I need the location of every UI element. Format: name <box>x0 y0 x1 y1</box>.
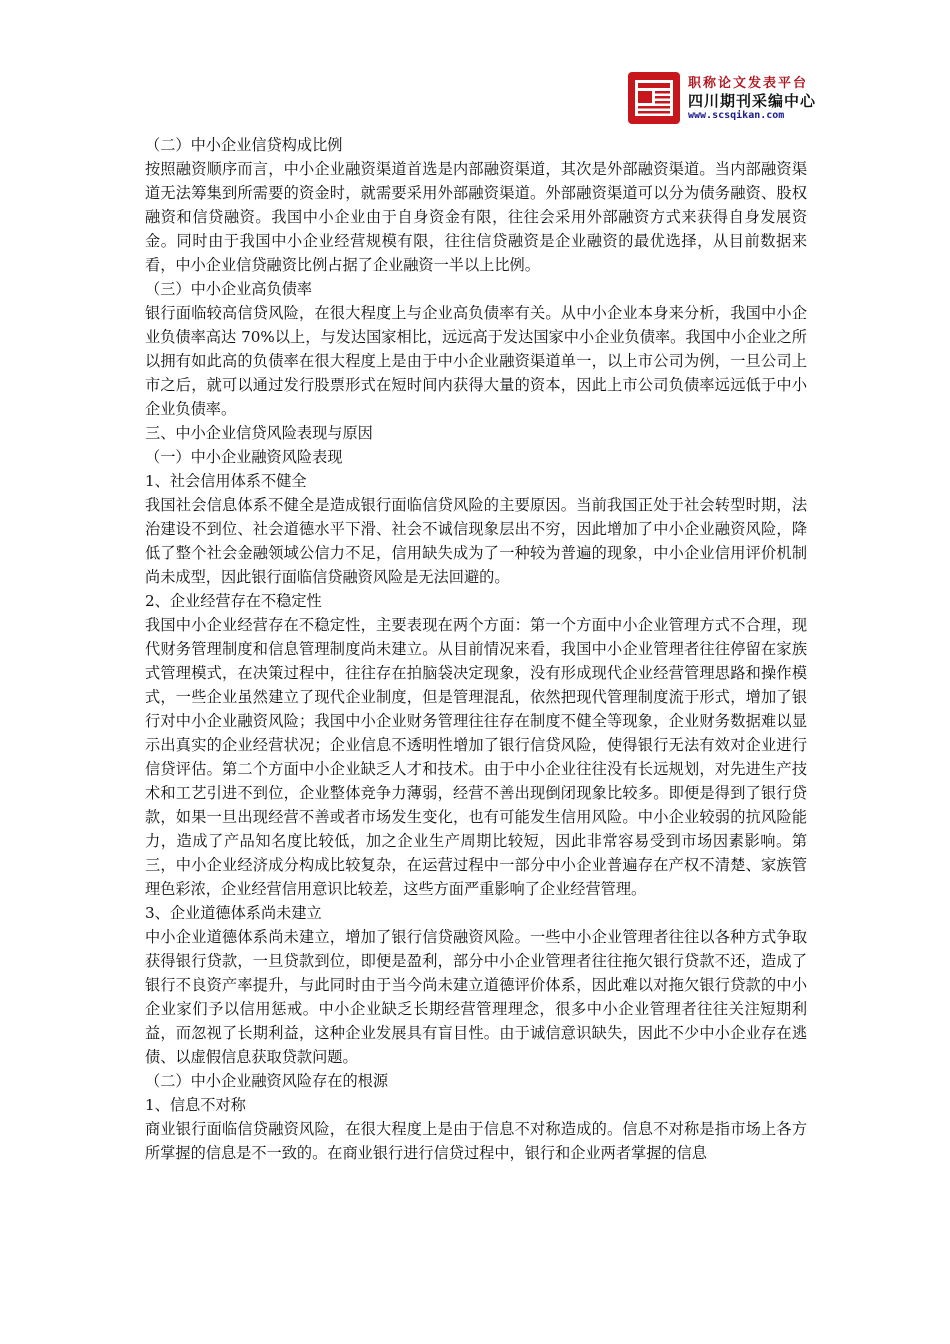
body-paragraph: 我国中小企业经营存在不稳定性，主要表现在两个方面：第一个方面中小企业管理方式不合理，现代财务管理制度和信息管理制度尚未建立。从目前情况来看，我国中小企业管理者往往停留在家族式管理模式，在决策过程中，往往存在拍脑袋决定现象，没有形成现代企业经营管理思路和操作模式，一些企业虽然建立了现代企业制度，但是管理混乱，依然把现代管理制度流于形式，增加了银行对中小企业融资风险；我国中小企业财务管理往往存在制度不健全等现象，企业财务数据难以显示出真实的企业经营状况；企业信息不透明性增加了银行信贷风险，使得银行无法有效对企业进行信贷评估。第二个方面中小企业缺乏人才和技术。由于中小企业往往没有长远规划，对先进生产技术和工艺引进不到位，企业整体竞争力薄弱，经营不善出现倒闭现象比较多。即便是得到了银行贷款，如果一旦出现经营不善或者市场发生变化，也有可能发生信用风险。中小企业较弱的抗风险能力，造成了产品知名度比较低，加之企业生产周期比较短，因此非常容易受到市场因素影响。第三，中小企业经济成分构成比较复杂，在运营过程中一部分中小企业普遍存在产权不清楚、家族管理色彩浓，企业经营信用意识比较差，这些方面严重影响了企业经营管理。 <box>145 616 807 898</box>
body-paragraph: 中小企业道德体系尚未建立，增加了银行信贷融资风险。一些中小企业管理者往往以各种方式争取获得银行贷款，一旦贷款到位，即便是盈利，部分中小企业管理者往往拖欠银行贷款不还，造成了银行不良资产率提升，与此同时由于当今尚未建立道德评价体系，因此难以对拖欠银行贷款的中小企业家们予以信用惩戒。中小企业缺乏长期经营管理理念，很多中小企业管理者往往关注短期利益，而忽视了长期利益，这种企业发展具有盲目性。由于诚信意识缺失，因此不少中小企业存在逃债、以虚假信息获取贷款问题。 <box>145 928 807 1066</box>
logo-tagline: 职称论文发表平台 <box>688 76 809 91</box>
logo-title: 四川期刊采编中心 <box>688 92 817 110</box>
document-body <box>145 133 807 1165</box>
body-paragraph: 我国社会信息体系不健全是造成银行面临信贷风险的主要原因。当前我国正处于社会转型时期，法治建设不到位、社会道德水平下滑、社会不诚信现象层出不穷，因此增加了中小企业融资风险，降低了整个社会金融领域公信力不足，信用缺失成为了一种较为普遍的现象，中小企业信用评价机制尚未成型，因此银行面临信贷融资风险是无法回避的。 <box>145 496 807 586</box>
section-heading: （三）中小企业高负债率 <box>145 280 313 298</box>
body-paragraph: 商业银行面临信贷融资风险，在很大程度上是由于信息不对称造成的。信息不对称是指市场上各方所掌握的信息是不一致的。在商业银行进行信贷过程中，银行和企业两者掌握的信息 <box>145 1120 807 1162</box>
section-heading: （二）中小企业信贷构成比例 <box>145 136 343 154</box>
chapter-heading: 三、中小企业信贷风险表现与原因 <box>145 424 373 442</box>
newspaper-logo-icon <box>628 72 680 124</box>
body-paragraph: 按照融资顺序而言，中小企业融资渠道首选是内部融资渠道，其次是外部融资渠道。当内部融资渠道无法筹集到所需要的资金时，就需要采用外部融资渠道。外部融资渠道可以分为债务融资、股权融资和信贷融资。我国中小企业由于自身资金有限，往往会采用外部融资方式来获得自身发展资金。同时由于我国中小企业经营规模有限，往往信贷融资是企业融资的最优选择，从目前数据来看，中小企业信贷融资比例占据了企业融资一半以上比例。 <box>145 160 807 274</box>
publisher-logo <box>628 72 828 126</box>
subsection-heading: 2、企业经营存在不稳定性 <box>145 592 322 610</box>
subsection-heading: 1、信息不对称 <box>145 1096 246 1114</box>
section-heading: （二）中小企业融资风险存在的根源 <box>145 1072 388 1090</box>
subsection-heading: 3、企业道德体系尚未建立 <box>145 904 322 922</box>
logo-url: www.scsqikan.com <box>688 110 785 121</box>
body-paragraph: 银行面临较高信贷风险，在很大程度上与企业高负债率有关。从中小企业本身来分析，我国中小企业负债率高达 70%以上，与发达国家相比，远远高于发达国家中小企业负债率。我国中小企业之所以拥有如此高的负债率在很大程度上是由于中小企业融资渠道单一，以上市公司为例，一旦公司上市之后，就可以通过发行股票形式在短时间内获得大量的资本，因此上市公司负债率远远低于中小企业负债率。 <box>145 304 807 418</box>
subsection-heading: 1、社会信用体系不健全 <box>145 472 307 490</box>
section-heading: （一）中小企业融资风险表现 <box>145 448 343 466</box>
